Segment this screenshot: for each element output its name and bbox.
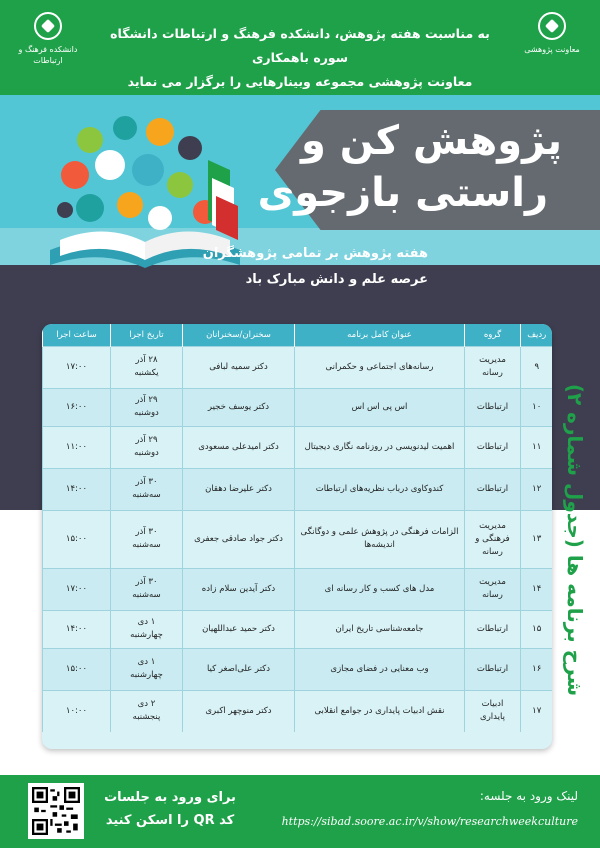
faculty-emblem-icon [34, 12, 62, 40]
header-bar [0, 0, 600, 95]
cell-date [111, 610, 183, 648]
table-row [43, 468, 553, 510]
cell-day-value: دوشنبه [134, 408, 159, 418]
cell-speaker: دکتر سمیه لبافی [183, 346, 295, 388]
schedule-table [42, 324, 552, 732]
cell-date [111, 690, 183, 732]
cell-date-value: ۱ دی [137, 657, 156, 667]
cell-title: الزامات فرهنگی در پژوهش علمی و دوگانگی اندیشه‌ها [295, 510, 465, 568]
cell-group: مدیریت رسانه [465, 346, 521, 388]
cell-date-value: ۳۰ آذر [135, 477, 158, 487]
cell-row: ۱۵ [521, 610, 553, 648]
cell-day-value: پنجشنبه [132, 712, 161, 723]
hero-title-line-1: پژوهش کن و [300, 118, 562, 164]
cell-day-value: سه‌شنبه [132, 490, 161, 500]
university-logo [512, 12, 592, 82]
cell-group: ارتباطات [465, 426, 521, 468]
cell-time: ۱۱:۰۰ [43, 426, 111, 468]
header-line-1: به مناسبت هفته پژوهش، دانشکده فرهنگ و ارتباطات دانشگاه سوره باهمکاری [110, 26, 490, 65]
cell-date-value: ۲۹ آذر [135, 395, 158, 405]
cell-title: وب معنایی در فضای مجازی [295, 648, 465, 690]
cell-date-value: ۲۸ آذر [135, 355, 158, 365]
cell-row: ۱۶ [521, 648, 553, 690]
cell-speaker: دکتر آیدین سلام زاده [183, 568, 295, 610]
hero-subtitle-line-1: هفته پژوهش بر تمامی پژوهشگران [202, 246, 428, 261]
university-logo-text: معاونت پژوهشی [524, 45, 580, 54]
cell-group: مدیریت فرهنگی و رسانه [465, 510, 521, 568]
footer-bar [0, 775, 600, 848]
table-row [43, 690, 553, 732]
cell-title: مدل های کسب و کار رسانه ای [295, 568, 465, 610]
cell-time: ۱۴:۰۰ [43, 468, 111, 510]
cell-speaker: دکتر حمید عبداللهیان [183, 610, 295, 648]
cell-title: اس پی اس اس [295, 388, 465, 426]
col-header-speaker: سخنران/سخنرانان [183, 324, 295, 346]
hero-subtitle-line-2: عرصه علم و دانش مبارک باد [245, 272, 428, 287]
cell-speaker: دکتر امیدعلی مسعودی [183, 426, 295, 468]
schedule-table-card [42, 324, 552, 749]
cell-day-value: چهارشنبه [130, 670, 163, 680]
cell-date-value: ۳۰ آذر [135, 577, 158, 587]
table-row [43, 426, 553, 468]
col-header-row: ردیف [521, 324, 553, 346]
schedule-side-label [555, 330, 595, 750]
cell-group: ارتباطات [465, 468, 521, 510]
cell-date [111, 510, 183, 568]
cell-date [111, 426, 183, 468]
cell-time: ۱۵:۰۰ [43, 510, 111, 568]
cell-time: ۱۴:۰۰ [43, 610, 111, 648]
cell-title: نقش ادبیات پایداری در جوامع انقلابی [295, 690, 465, 732]
table-row [43, 346, 553, 388]
cell-group: مدیریت رسانه [465, 568, 521, 610]
cell-title: رسانه‌های اجتماعی و حکمرانی [295, 346, 465, 388]
cell-date [111, 346, 183, 388]
cell-time: ۱۵:۰۰ [43, 648, 111, 690]
cell-group: ارتباطات [465, 610, 521, 648]
cell-title: کندوکاوی درباب نظریه‌های ارتباطات [295, 468, 465, 510]
cell-time: ۱۷:۰۰ [43, 346, 111, 388]
cell-day-value: دوشنبه [134, 448, 159, 458]
table-row [43, 568, 553, 610]
cell-date [111, 388, 183, 426]
cell-group: ارتباطات [465, 388, 521, 426]
col-header-title: عنوان کامل برنامه [295, 324, 465, 346]
cell-row: ۱۳ [521, 510, 553, 568]
cell-speaker: دکتر منوچهر اکبری [183, 690, 295, 732]
faculty-logo [8, 12, 88, 82]
cell-date-value: ۲ دی [137, 699, 156, 710]
cell-speaker: دکتر یوسف خجیر [183, 388, 295, 426]
cell-day-value: سه‌شنبه [132, 540, 161, 550]
cell-date [111, 568, 183, 610]
cell-title: اهمیت لیدنویسی در روزنامه نگاری دیجیتال [295, 426, 465, 468]
footer-link-label: لینک ورود به جلسه: [479, 789, 578, 803]
cell-row: ۱۷ [521, 690, 553, 732]
cell-day-value: یکشنبه [134, 368, 159, 378]
footer-cta-line-1: برای ورود به جلسات [104, 790, 236, 805]
cell-speaker: دکتر جواد صادقی جعفری [183, 510, 295, 568]
cell-speaker: دکتر علی‌اصغر کیا [183, 648, 295, 690]
science-icons-cloud [57, 116, 217, 230]
cell-title: جامعه‌شناسی تاریخ ایران [295, 610, 465, 648]
cell-group: ارتباطات [465, 648, 521, 690]
cell-time: ۱۶:۰۰ [43, 388, 111, 426]
session-link[interactable]: https://sibad.soore.ac.ir/v/show/researchweekculture [281, 815, 578, 828]
col-header-group: گروه [465, 324, 521, 346]
table-row [43, 610, 553, 648]
header-announcement [95, 22, 505, 94]
cell-date-value: ۱ دی [137, 617, 156, 627]
cell-date-value: ۲۹ آذر [135, 435, 158, 445]
qr-code-icon [32, 787, 80, 835]
cell-date-value: ۳۰ آذر [135, 527, 158, 537]
table-row [43, 648, 553, 690]
university-emblem-icon [538, 12, 566, 40]
col-header-time: ساعت اجرا [43, 324, 111, 346]
cell-day-value: چهارشنبه [130, 630, 163, 640]
cell-row: ۱۱ [521, 426, 553, 468]
faculty-logo-text: دانشکده فرهنگ و ارتباطات [18, 45, 78, 65]
table-row [43, 388, 553, 426]
cell-date [111, 648, 183, 690]
table-header-row [43, 324, 553, 346]
cell-row: ۱۴ [521, 568, 553, 610]
cell-date [111, 468, 183, 510]
cell-time: ۱۷:۰۰ [43, 568, 111, 610]
table-row [43, 510, 553, 568]
cell-day-value: سه‌شنبه [132, 590, 161, 600]
header-line-2: معاونت پژوهشی مجموعه وبینارهایی را برگزار می نماید [127, 74, 473, 89]
hero-title-line-2: راستی بازجوی [257, 170, 548, 216]
col-header-date: تاریخ اجرا [111, 324, 183, 346]
cell-row: ۱۲ [521, 468, 553, 510]
cell-row: ۹ [521, 346, 553, 388]
schedule-side-label-text: شرح برنامه ها (جدول شماره ۲) [563, 383, 587, 697]
cell-row: ۱۰ [521, 388, 553, 426]
cell-time: ۱۰:۰۰ [43, 690, 111, 732]
cell-group: ادبیات پایداری [465, 690, 521, 732]
qr-code[interactable] [28, 783, 84, 839]
iran-flag-icon [208, 160, 238, 240]
footer-cta-line-2: کد QR را اسکن کنید [105, 813, 235, 828]
cell-speaker: دکتر علیرضا دهقان [183, 468, 295, 510]
